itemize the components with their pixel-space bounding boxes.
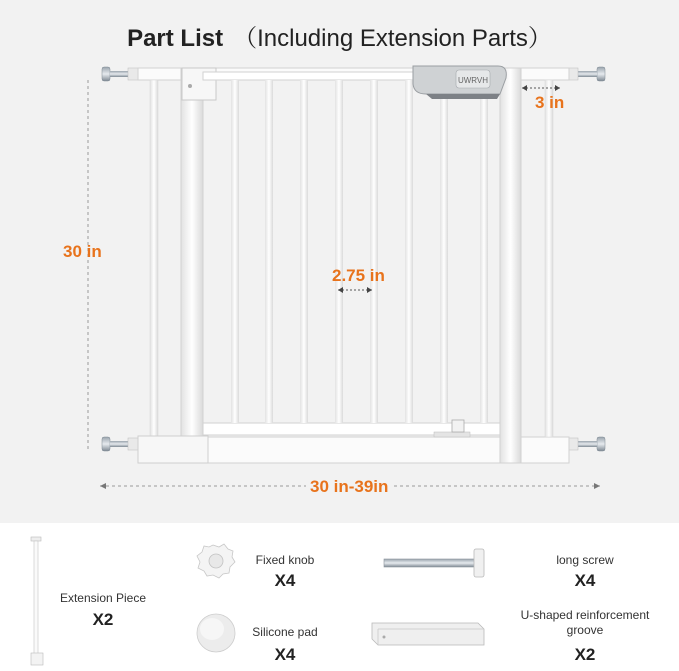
height-dimension-label: 30 in [63, 242, 102, 261]
long-screw-image [384, 549, 484, 577]
bar-gap-dimension-label: 2.75 in [332, 266, 385, 285]
fixed-knob-image [197, 544, 235, 578]
pressure-bolt-bottom-right [568, 437, 605, 451]
brand-logo: UWRVH [457, 76, 489, 85]
silicone-pad-image [197, 614, 235, 652]
part-qty-extension-piece: X2 [92, 610, 114, 629]
extension-dimension-label: 3 in [535, 93, 565, 112]
part-qty-long-screw: X4 [574, 571, 596, 590]
part-qty-fixed-knob: X4 [274, 571, 296, 590]
gate-frame [138, 68, 521, 463]
part-qty-u-groove: X2 [574, 645, 596, 664]
part-label-fixed-knob: Fixed knob [255, 553, 315, 567]
extension-piece-image [31, 537, 43, 665]
title-bold: Part List [127, 25, 224, 52]
parts-list-panel [0, 523, 679, 671]
pressure-bolt-top-right [568, 67, 605, 81]
pressure-bolt-top-left [102, 67, 138, 81]
title-rest: （Including Extension Parts） [233, 25, 552, 52]
gate-door [203, 72, 500, 437]
u-groove-image [372, 623, 484, 645]
part-qty-silicone-pad: X4 [274, 645, 296, 664]
width-dimension-label: 30 in-39in [306, 477, 392, 497]
gate-extension [521, 68, 569, 463]
part-label-u-groove: U-shaped reinforcement groove [520, 608, 650, 637]
part-label-long-screw: long screw [556, 553, 614, 567]
part-label-extension-piece: Extension Piece [59, 591, 147, 605]
pressure-bolt-bottom-left [102, 437, 138, 451]
part-label-silicone-pad: Silicone pad [252, 625, 318, 639]
